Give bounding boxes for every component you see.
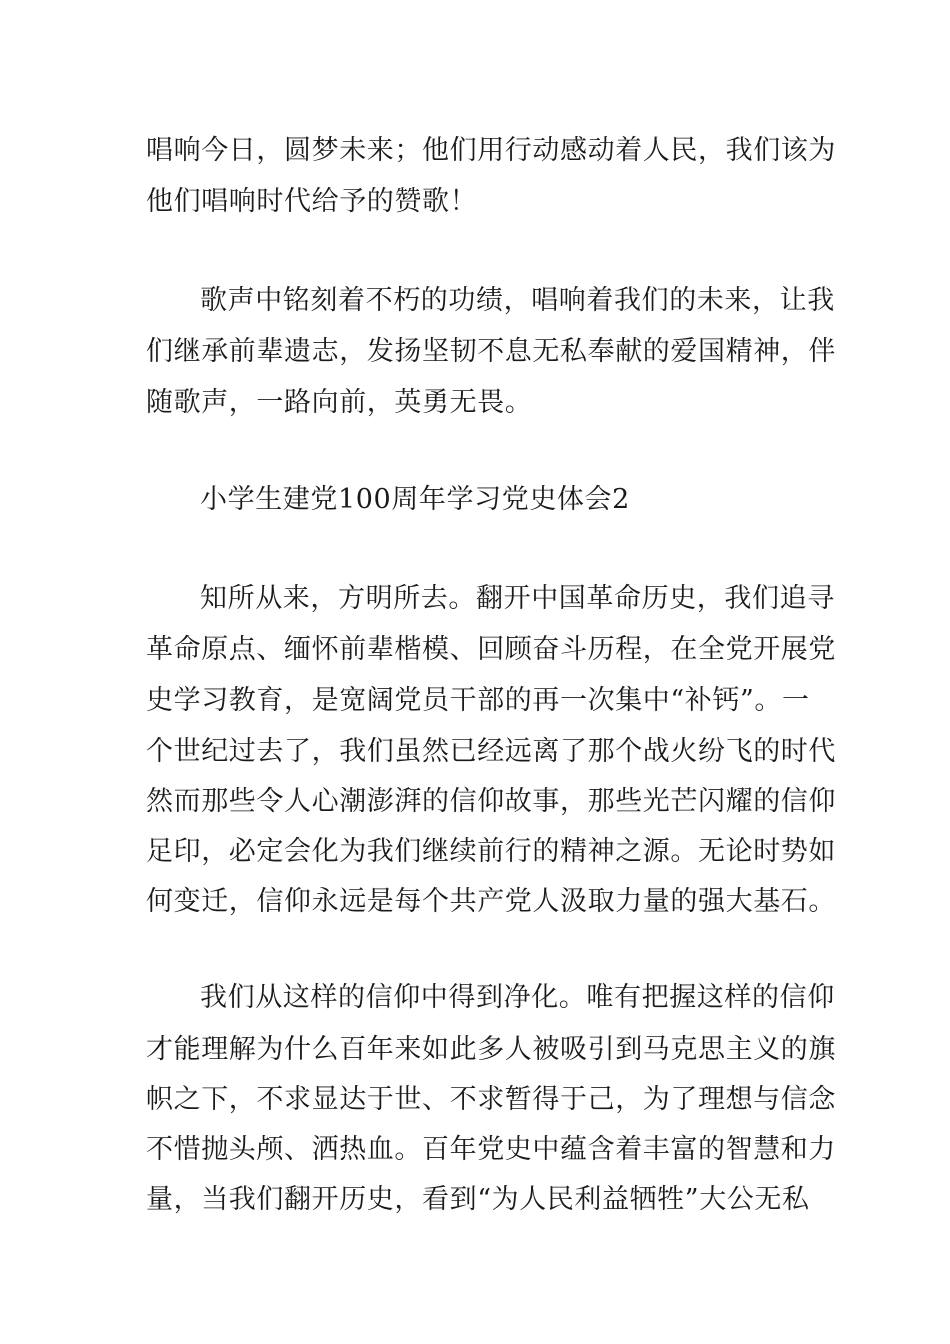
- paragraph-1-line-1: 唱响今日，圆梦未来；他们用行动感动着人民，我们该为: [146, 135, 836, 166]
- paragraph-2-line-1: 歌声中铭刻着不朽的功绩，唱响着我们的未来，让我: [200, 285, 835, 316]
- paragraph-3-line-5: 然而那些令人心潮澎湃的信仰故事，那些光芒闪耀的信仰: [146, 786, 836, 817]
- paragraph-1-line-2: 他们唱响时代给予的赞歌！: [146, 186, 478, 217]
- paragraph-4-line-2: 才能理解为什么百年来如此多人被吸引到马克思主义的旗: [146, 1034, 836, 1065]
- section-heading: 小学生建党100周年学习党史体会2: [200, 484, 630, 515]
- paragraph-2-line-2: 们继承前辈遗志，发扬坚韧不息无私奉献的爱国精神，伴: [146, 336, 836, 367]
- paragraph-4-line-5: 量，当我们翻开历史，看到“为人民利益牺牲”大公无私: [146, 1184, 810, 1215]
- paragraph-3-line-3: 史学习教育，是宽阔党员干部的再一次集中“补钙”。一: [146, 685, 810, 716]
- paragraph-3-line-2: 革命原点、缅怀前辈楷模、回顾奋斗历程，在全党开展党: [146, 634, 836, 665]
- paragraph-4-line-4: 不惜抛头颅、洒热血。百年党史中蕴含着丰富的智慧和力: [146, 1134, 836, 1165]
- paragraph-3-line-6: 足印，必定会化为我们继续前行的精神之源。无论时势如: [146, 836, 836, 867]
- paragraph-4-line-3: 帜之下，不求显达于世、不求暂得于己，为了理想与信念: [146, 1084, 836, 1115]
- paragraph-3-line-1: 知所从来，方明所去。翻开中国革命历史，我们追寻: [200, 583, 835, 614]
- paragraph-3-line-7: 何变迁，信仰永远是每个共产党人汲取力量的强大基石。: [146, 886, 836, 917]
- paragraph-2-line-3: 随歌声，一路向前，英勇无畏。: [146, 387, 533, 418]
- paragraph-4-line-1: 我们从这样的信仰中得到净化。唯有把握这样的信仰: [200, 982, 835, 1013]
- paragraph-3-line-4: 个世纪过去了，我们虽然已经远离了那个战火纷飞的时代: [146, 736, 836, 767]
